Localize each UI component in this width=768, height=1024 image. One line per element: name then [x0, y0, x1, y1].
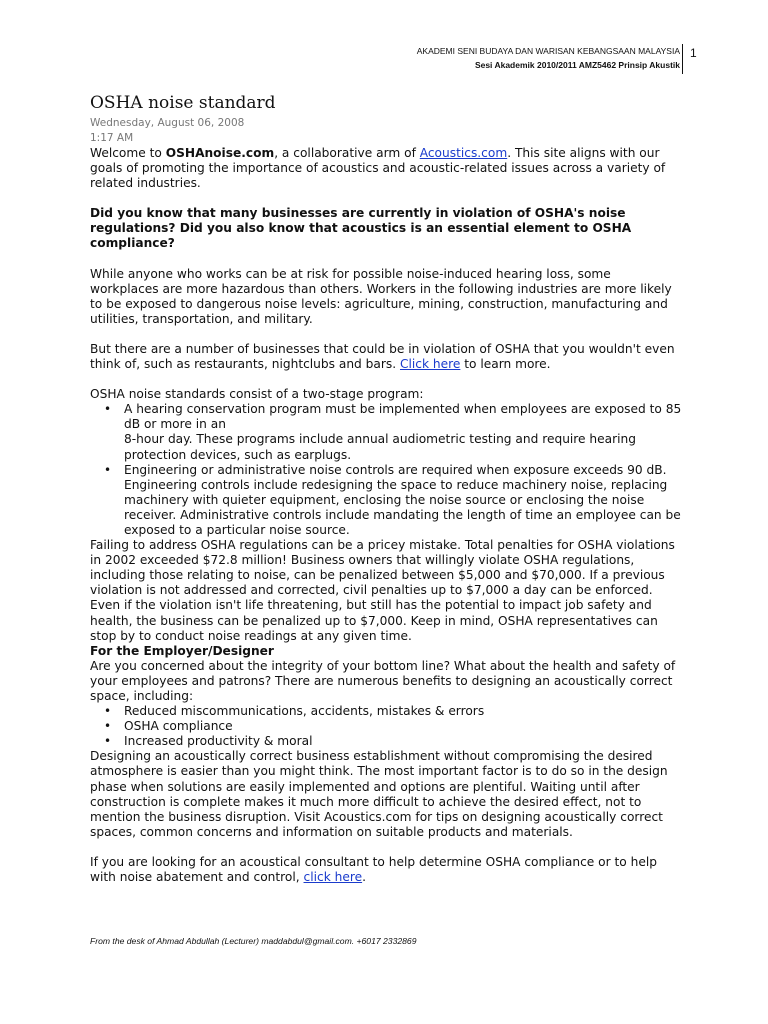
article-body [90, 92, 682, 885]
list-item-text: Increased productivity & moral [124, 734, 313, 749]
acoustics-link[interactable]: Acoustics.com [419, 146, 508, 160]
intro-text-end: . This site aligns with our goals of promoting the importance of acoustics and acoustic-related issues across a variety of related industries. [90, 146, 666, 191]
header-institution: AKADEMI SENI BUDAYA DAN WARISAN KEBANGSAAN MALAYSIA [416, 46, 680, 56]
program-list [90, 402, 682, 538]
site-name: OSHAnoise.com [165, 146, 275, 160]
program-intro: OSHA noise standards consist of a two-stage program: [90, 387, 424, 402]
list-item [90, 719, 682, 734]
design-paragraph: Designing an acoustically correct business establishment without compromising the desired atmosphere is easier than you might think. The most important factor is to do so in the design phase when solutions are easily implemented and options are plentiful. Waiting until after construction is complete makes it much more difficult to achieve the desired effect, not to mention the business disruption. Visit Acoustics.com for tips on designing acoustically correct spaces, common concerns and information on suitable products and materials. [90, 749, 668, 839]
list-item [90, 402, 682, 462]
article-date: Wednesday, August 06, 2008 [90, 117, 245, 129]
violation-text-end: to learn more. [460, 357, 551, 372]
intro-text-mid: , a collaborative arm of [274, 146, 420, 160]
bullet-icon: • [104, 704, 112, 719]
list-item [90, 704, 682, 719]
question-paragraph: Did you know that many businesses are currently in violation of OSHA's noise regulations? Did you also know that acoustics is an essential element to OSHA compliance? [90, 206, 632, 251]
violation-paragraph [90, 342, 682, 372]
page-header [417, 44, 680, 72]
list-item [90, 734, 682, 749]
list-item-text: Reduced miscommunications, accidents, mistakes & errors [124, 704, 485, 719]
bullet-icon: • [104, 719, 112, 734]
bullet-icon: • [104, 462, 112, 477]
risk-paragraph: While anyone who works can be at risk for possible noise-induced hearing loss, some workplaces are more hazardous than others. Workers in the following industries are more likely to be exposed to dangerous noise levels: agriculture, mining, construction, manufacturing and utilities, transportation, and military. [90, 266, 672, 326]
learn-more-link[interactable]: Click here [399, 357, 461, 372]
consultant-link[interactable]: click here [303, 870, 363, 885]
list-item-text: Engineering or administrative noise controls are required when exposure exceeds 90 dB. Engineering controls include redesigning the space to reduce machinery noise, replacing machinery with quieter equipment, enclosing the noise source or enclosing the noise receiver. Administrative controls include mandating the length of time an employee can be exposed to a particular noise source. [124, 462, 681, 537]
header-course: Sesi Akademik 2010/2011 AMZ5462 Prinsip Akustik [474, 60, 680, 70]
employer-heading: For the Employer/Designer [90, 643, 274, 658]
intro-paragraph [90, 146, 682, 191]
page-number: 1 [690, 46, 697, 60]
bullet-icon: • [104, 402, 112, 417]
violation-text: But there are a number of businesses that could be in violation of OSHA that you wouldn't even think of, such as restaurants, nightclubs and bars. [90, 341, 675, 372]
page-footer: From the desk of Ahmad Abdullah (Lecturer) maddabdul@gmail.com. +6017 2332869 [90, 936, 417, 946]
article-time: 1:17 AM [90, 132, 134, 144]
list-item-text: OSHA compliance [124, 719, 233, 734]
intro-text: Welcome to [90, 146, 166, 160]
list-item-text-cont: 8-hour day. These programs include annual audiometric testing and require hearing protection devices, such as earplugs. [124, 432, 636, 462]
consultant-paragraph [90, 855, 682, 885]
list-item [90, 463, 682, 538]
consultant-text-end: . [362, 870, 366, 885]
employer-intro: Are you concerned about the integrity of your bottom line? What about the health and safety of your employees and patrons? There are numerous benefits to designing an acoustically correct space, including: [90, 658, 676, 703]
header-divider [682, 44, 683, 74]
penalties-paragraph: Failing to address OSHA regulations can be a pricey mistake. Total penalties for OSHA violations in 2002 exceeded $72.8 million! Business owners that willingly violate OSHA regulations, including those relating to noise, can be penalized between $5,000 and $70,000. If a previous violation is not addressed and corrected, civil penalties up to $7,000 a day can be enforced. Even if the violation isn't life threatening, but still has the potential to impact job safety and health, the business can be penalized up to $7,000. Keep in mind, OSHA representatives can stop by to conduct noise readings at any given time. [90, 538, 675, 643]
benefits-list [90, 704, 682, 749]
consultant-text: If you are looking for an acoustical consultant to help determine OSHA compliance or to help with noise abatement and control, [90, 854, 657, 885]
list-item-text: A hearing conservation program must be implemented when employees are exposed to 85 dB or more in an [124, 402, 682, 432]
article-title: OSHA noise standard [90, 93, 276, 113]
bullet-icon: • [104, 734, 112, 749]
